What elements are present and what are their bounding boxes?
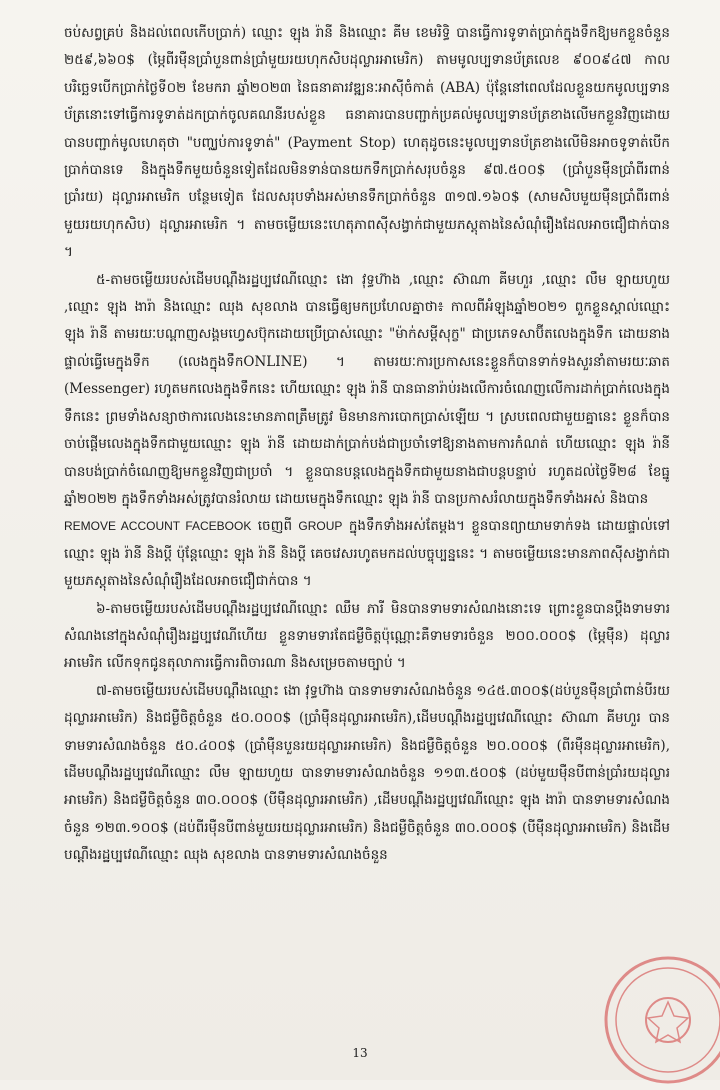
document-body — [64, 20, 670, 870]
latin-text-remove-account: REMOVE ACCOUNT FACEBOOK — [64, 519, 252, 534]
official-seal-stamp — [588, 940, 720, 1090]
khmer-text: ចេញពី — [251, 518, 299, 535]
paragraph-continuation: ចប់សព្វគ្រប់ និងដល់ពេលកើបប្រាក់) ឈ្មោះ ឡុង រ៉ានី និងឈ្មោះ គីម ខេមរិទ្ធិ បានធ្វើការទូទាត់ប្រាក់ក្នុងទឹកឱ្យមកខ្លួនចំនួន ២៥៩,៦៦០$ (ម្ភៃពីរម៉ឺនប្រាំបួនពាន់ប្រាំមួយរយហុកសិបដុល្លារអាមេរិក) តាមមូលប្បទានប័ត្រលេខ ៩០០៩៤៧ កាលបរិច្ឆេទបើកប្រាក់ថ្ងៃទី០២ ខែមករា ឆ្នាំ២០២៣ នៃធនាគារវឌ្ឍនៈអាស៊ីចំកាត់ (ABA) ប៉ុន្តែនៅពេលដែលខ្លួនយកមូលប្បទានប័ត្រនោះទៅធ្វើការទូទាត់ដកប្រាក់ចូលគណនីរបស់ខ្លួន ធនាគារបានបញ្ជាក់ប្រគល់មូលប្បទានប័ត្រខាងលើមកខ្លួនវិញដោយបានបញ្ជាក់មូលហេតុថា "បញ្ឈប់ការទូទាត់" (Payment Stop) ហេតុដូចនេះមូលប្បទានប័ត្រខាងលើមិនអាចទូទាត់បើកប្រាក់បានទេ និងក្នុងទឹកមួយចំនួនទៀតដែលមិនទាន់បានយកទឹកប្រាក់សរុបចំនួន ៩៧.៥០០$ (ប្រាំបួនម៉ឺនប្រាំពីរពាន់ប្រាំរយ) ដុល្លារអាមេរិក បន្ថែមទៀត ដែលសរុបទាំងអស់មានទឹកប្រាក់ចំនួន ៣១៧.១៦០$ (សាមសិបមួយម៉ឺនប្រាំពីរពាន់មួយរយហុកសិប) ដុល្លារអាមេរិក ។ តាមចម្លើយនេះហេតុភាពស៊ីសង្វាក់ជាមួយភស្តុតាងនៃសំណុំរឿងដែលអាចជឿជាក់បាន ។ — [64, 25, 670, 261]
page-number: 13 — [352, 1046, 368, 1060]
paragraph-7: ៧-តាមចម្លើយរបស់ដើមបណ្តឹងឈ្មោះ ងោ វុទ្ធហ៊ាង បានទាមទារសំណងចំនួន ១៤៥.៣០០$(ដប់បួនម៉ឺនប្រាំពាន់បីរយដុល្លារអាមេរិក) និងជម្ងឺចិត្តចំនួន ៥០.០០០$ (ប្រាំម៉ឺនដុល្លារអាមេរិក),ដើមបណ្តឹងរដ្ឋប្បវេណីឈ្មោះ ស៊ាណា គីមហួរ បានទាមទារសំណងចំនួន ៥០.៤០០$ (ប្រាំម៉ឺនបួនរយដុល្លារអាមេរិក) និងជម្ងឺចិត្តចំនួន ២០.០០០$ (ពីរម៉ឺនដុល្លារអាមេរិក), ដើមបណ្តឹងរដ្ឋប្បវេណីឈ្មោះ លឹម ឡាយហួយ បានទាមទារសំណងចំនួន ១១៣.៥០០$ (ដប់មួយម៉ឺនបីពាន់ប្រាំរយដុល្លារអាមេរិក) និងជម្ងឺចិត្តចំនួន ៣០.០០០$ (បីម៉ឺនដុល្លារអាមេរិក) ,ដើមបណ្តឹងរដ្ឋប្បវេណីឈ្មោះ ឡុង ងារ៉ា បានទាមទារសំណងចំនួន ១២៣.១០០$ (ដប់ពីរម៉ឺនបីពាន់មួយរយដុល្លារអាមេរិក) និងជម្ងឺចិត្តចំនួន ៣០.០០០$ (បីម៉ឺនដុល្លារអាមេរិក) និងដើមបណ្តឹងរដ្ឋប្បវេណីឈ្មោះ ឈុង សុខលាង បានទាមទារសំណងចំនួន — [64, 682, 670, 864]
paragraph-6: ៦-តាមចម្លើយរបស់ដើមបណ្តឹងរដ្ឋប្បវេណីឈ្មោះ ឈឹម ភារី មិនបានទាមទារសំណងនោះទេ ព្រោះខ្លួនបានប្តឹងទាមទារសំណងនៅក្នុងសំណុំរឿងរដ្ឋប្បវេណីហើយ ខ្លួនទាមទារតែជម្ងឺចិត្តប៉ុណ្ណោះគឺទាមទារចំនួន ២០០.០០០$ (ម្ភៃម៉ឺន) ដុល្លារអាមេរិក លើកទុកជូនតុលាការធ្វើការពិចារណា និងសម្រេចតាមច្បាប់ ។ — [64, 600, 670, 672]
latin-text-group: GROUP — [298, 519, 343, 534]
paragraph-5-continued — [64, 513, 670, 595]
khmer-text: ក្នុងទឹកទាំងអស់តែម្តង។ ខ្លួនបានព្យាយាមទាក់ទង ដោយផ្ទាល់ទៅឈ្មោះ ឡុង រ៉ានី និងប្តី ប៉ុន្តែឈ្មោះ ឡុង រ៉ានី និងប្តី គេចវេសរហូតមកដល់បច្ចុប្បន្ននេះ ។ តាមចម្លើយនេះមានភាពស៊ីសង្វាក់ជាមួយភស្តុតាងនៃសំណុំរឿងដែលអាចជឿជាក់បាន ។ — [64, 518, 670, 590]
paragraph-5: ៥-តាមចម្លើយរបស់ដើមបណ្តឹងរដ្ឋប្បវេណីឈ្មោះ ងោ វុទ្ធហ៊ាង ,ឈ្មោះ ស៊ាណា គីមហួរ ,ឈ្មោះ លឹម ឡាយហួយ ,ឈ្មោះ ឡុង ងារ៉ា និងឈ្មោះ ឈុង សុខលាង បានធ្វើឲ្យមកប្រហែលគ្នាថា៖ កាលពីអំឡុងឆ្នាំ២០២១ ពួកខ្លួនស្គាល់ឈ្មោះ ឡុង រ៉ានី តាមរយៈបណ្តាញសង្គមហ្វេសប៊ុកដោយប្រើប្រាស់ឈ្មោះ "ម៉ាក់សម្តីសុក្ខ" ជាប្រភេទសាប៊ីតលេងក្នុងទឹក ដោយនាងផ្ទាល់ធ្វើមេក្នុងទឹក (លេងក្នុងទឹកONLINE) ។ តាមរយៈការប្រកាសនេះខ្លួនក៏បានទាក់ទងសួរនាំតាមរយៈឆាត (Messenger) រហូតមកលេងក្នុងទឹកនេះ ហើយឈ្មោះ ឡុង រ៉ានី បានធានារ៉ាប់រងលើការចំណេញលើការដាក់ប្រាក់លេងក្នុងទឹកនេះ ព្រមទាំងសន្យាថាការលេងនេះមានភាពត្រឹមត្រូវ មិនមានការបោកប្រាស់ឡើយ ។ ស្របពេលជាមួយគ្នានេះ ខ្លួនក៏បានចាប់ផ្តើមលេងក្នុងទឹកជាមួយឈ្មោះ ឡុង រ៉ានី ដោយដាក់ប្រាក់បង់ជាប្រចាំទៅឱ្យនាងតាមការកំណត់ ហើយឈ្មោះ ឡុង រ៉ានី បានបង់ប្រាក់ចំណេញឱ្យមកខ្លួនវិញជាប្រចាំ ។ ខ្លួនបានបន្តលេងក្នុងទឹកជាមួយនាងជាបន្តបន្ទាប់ រហូតដល់ថ្ងៃទី២៨ ខែធ្នូ ឆ្នាំ២០២២ ក្នុងទឹកទាំងអស់ត្រូវបានរំលាយ ដោយមេក្នុងទឹកឈ្មោះ ឡុង រ៉ានី បានប្រកាសរំលាយក្នុងទឹកទាំងអស់ និងបាន — [64, 271, 670, 507]
